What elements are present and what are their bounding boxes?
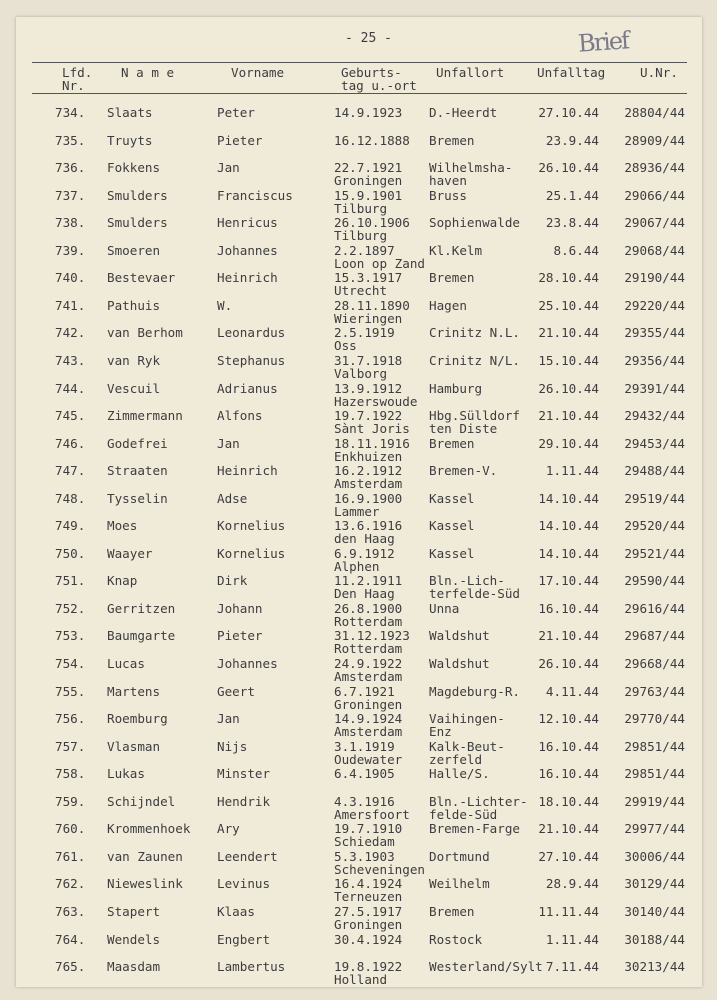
- row-name: Smulders: [107, 215, 168, 231]
- row-accident-place: Hamburg: [429, 380, 483, 396]
- row-name: Roemburg: [107, 711, 168, 727]
- row-vorname: Jan: [217, 435, 240, 451]
- row-vorname: Dirk: [217, 573, 248, 589]
- row-accident-place: haven: [429, 173, 467, 189]
- row-birthplace: Utrecht: [334, 283, 388, 299]
- row-birthplace: Oss: [334, 338, 357, 354]
- row-accident-date: 21.10.44: [538, 628, 599, 644]
- row-u-number: 29519/44: [624, 490, 685, 506]
- row-number: 751.: [55, 573, 86, 589]
- row-accident-date: 15.10.44: [538, 352, 599, 368]
- row-accident-place: Kassel: [429, 518, 475, 534]
- row-birthplace: Den Haag: [334, 586, 395, 602]
- row-accident-date: 23.9.44: [545, 132, 599, 148]
- row-number: 737.: [55, 187, 86, 203]
- row-number: 745.: [55, 408, 86, 424]
- row-number: 736.: [55, 160, 86, 176]
- row-birthplace: Loon op Zand: [334, 255, 425, 271]
- row-birthplace: Hazerswoude: [334, 393, 418, 409]
- row-accident-place: Bremen-Farge: [429, 821, 520, 837]
- row-accident-place: Hbg.Sülldorf: [429, 408, 520, 424]
- row-accident-date: 14.10.44: [538, 518, 599, 534]
- row-u-number: 29977/44: [624, 821, 685, 837]
- row-birthdate: 15.9.1901: [334, 187, 403, 203]
- row-birthdate: 19.7.1922: [334, 408, 403, 424]
- row-birthplace: Tilburg: [334, 228, 388, 244]
- row-accident-place: Bln.-Lichter-: [429, 793, 528, 809]
- header-geburt: Geburts-: [341, 65, 402, 80]
- row-name: Maasdam: [107, 959, 161, 975]
- row-u-number: 29687/44: [624, 628, 685, 644]
- row-birthdate: 15.3.1917: [334, 270, 403, 286]
- row-accident-date: 29.10.44: [538, 435, 599, 451]
- row-birthdate: 13.6.1916: [334, 518, 403, 534]
- row-accident-date: 11.11.44: [538, 903, 599, 919]
- row-birthdate: 24.9.1922: [334, 656, 403, 671]
- row-name: Waayer: [107, 545, 153, 561]
- row-number: 739.: [55, 242, 86, 258]
- row-name: Lukas: [107, 766, 145, 782]
- row-number: 764.: [55, 931, 86, 947]
- row-accident-date: 16.10.44: [538, 766, 599, 782]
- row-u-number: 29851/44: [624, 766, 685, 782]
- row-birthplace: Terneuzen: [334, 889, 403, 905]
- row-number: 735.: [55, 132, 86, 148]
- row-accident-place: Waldshut: [429, 656, 490, 671]
- row-vorname: W.: [217, 297, 233, 313]
- header-geburt-2: tag u.-ort: [341, 78, 417, 93]
- row-accident-place: Bln.-Lich-: [429, 573, 505, 589]
- row-u-number: 29488/44: [624, 463, 685, 479]
- row-name: Wendels: [107, 931, 161, 947]
- row-accident-place: Kassel: [429, 545, 475, 561]
- row-birthplace: Scheveningen: [334, 861, 425, 877]
- row-birthdate: 2.2.1897: [334, 242, 395, 258]
- row-accident-place: Halle/S.: [429, 766, 490, 782]
- row-name: Gerritzen: [107, 600, 176, 616]
- row-u-number: 29521/44: [624, 545, 685, 561]
- row-accident-place: Magdeburg-R.: [429, 683, 520, 699]
- row-accident-date: 12.10.44: [538, 711, 599, 727]
- row-vorname: Johannes: [217, 242, 278, 258]
- row-birthplace: Oudewater: [334, 751, 403, 767]
- row-name: Godefrei: [107, 435, 168, 451]
- row-name: Stapert: [107, 903, 161, 919]
- row-number: 752.: [55, 600, 86, 616]
- page-number: - 25 -: [345, 31, 392, 46]
- row-name: van Berhom: [107, 325, 183, 341]
- row-accident-date: 21.10.44: [538, 821, 599, 837]
- row-birthplace: Tilburg: [334, 200, 388, 216]
- row-u-number: 30188/44: [624, 931, 685, 947]
- row-vorname: Engbert: [217, 931, 271, 947]
- row-vorname: Heinrich: [217, 270, 278, 286]
- row-birthplace: Amsterdam: [334, 669, 403, 684]
- row-accident-place: Rostock: [429, 931, 483, 947]
- row-vorname: Pieter: [217, 628, 263, 644]
- row-number: 747.: [55, 463, 86, 479]
- row-number: 748.: [55, 490, 86, 506]
- row-u-number: 28909/44: [624, 132, 685, 148]
- row-birthplace: Enkhuizen: [334, 448, 403, 464]
- row-u-number: 29066/44: [624, 187, 685, 203]
- row-birthdate: 13.9.1912: [334, 380, 403, 396]
- row-u-number: 28804/44: [624, 105, 685, 120]
- row-name: Moes: [107, 518, 138, 534]
- row-u-number: 30006/44: [624, 848, 685, 864]
- row-accident-date: 27.10.44: [538, 848, 599, 864]
- row-accident-place: Bremen-V.: [429, 463, 498, 479]
- row-vorname: Johann: [217, 600, 263, 616]
- row-vorname: Adrianus: [217, 380, 278, 396]
- row-u-number: 29220/44: [624, 297, 685, 313]
- row-number: 738.: [55, 215, 86, 231]
- row-name: van Zaunen: [107, 848, 183, 864]
- row-accident-date: 26.10.44: [538, 380, 599, 396]
- row-u-number: 29355/44: [624, 325, 685, 341]
- row-number: 757.: [55, 738, 86, 754]
- row-birthdate: 31.7.1918: [334, 352, 403, 368]
- row-birthdate: 30.4.1924: [334, 931, 403, 947]
- row-birthdate: 4.3.1916: [334, 793, 395, 809]
- row-birthdate: 18.11.1916: [334, 435, 410, 451]
- row-vorname: Klaas: [217, 903, 255, 919]
- row-u-number: 29391/44: [624, 380, 685, 396]
- row-accident-date: 27.10.44: [538, 105, 599, 120]
- row-birthplace: Sànt Joris: [334, 421, 410, 437]
- row-number: 754.: [55, 656, 86, 671]
- row-name: Slaats: [107, 105, 153, 120]
- row-birthdate: 28.11.1890: [334, 297, 410, 313]
- row-vorname: Kornelius: [217, 518, 286, 534]
- row-number: 763.: [55, 903, 86, 919]
- row-vorname: Johannes: [217, 656, 278, 671]
- row-vorname: Franciscus: [217, 187, 293, 203]
- row-name: Pathuis: [107, 297, 161, 313]
- row-accident-date: 28.10.44: [538, 270, 599, 286]
- row-birthdate: 11.2.1911: [334, 573, 403, 589]
- row-name: Martens: [107, 683, 161, 699]
- row-accident-place: Wilhelmsha-: [429, 160, 513, 176]
- row-vorname: Hendrik: [217, 793, 271, 809]
- row-vorname: Leendert: [217, 848, 278, 864]
- row-number: 743.: [55, 352, 86, 368]
- row-number: 762.: [55, 876, 86, 892]
- row-birthplace: Groningen: [334, 916, 403, 932]
- row-birthdate: 6.7.1921: [334, 683, 395, 699]
- row-birthdate: 22.7.1921: [334, 160, 403, 176]
- row-accident-date: 16.10.44: [538, 738, 599, 754]
- row-birthdate: 26.10.1906: [334, 215, 410, 231]
- row-u-number: 30213/44: [624, 959, 685, 975]
- row-birthplace: Groningen: [334, 696, 403, 712]
- row-birthdate: 6.9.1912: [334, 545, 395, 561]
- row-accident-place: Bremen: [429, 903, 475, 919]
- row-birthdate: 5.3.1903: [334, 848, 395, 864]
- header-unr: U.Nr.: [640, 65, 678, 80]
- row-birthdate: 16.4.1924: [334, 876, 403, 892]
- row-birthplace: Alphen: [334, 558, 380, 574]
- row-birthplace: Amsterdam: [334, 724, 403, 740]
- row-number: 741.: [55, 297, 86, 313]
- row-accident-date: 21.10.44: [538, 325, 599, 341]
- row-accident-place: felde-Süd: [429, 806, 498, 822]
- header-name: N a m e: [121, 65, 175, 80]
- row-number: 750.: [55, 545, 86, 561]
- header-unfallort: Unfallort: [436, 65, 505, 80]
- row-vorname: Kornelius: [217, 545, 286, 561]
- row-name: Vescuil: [107, 380, 161, 396]
- row-accident-place: zerfeld: [429, 751, 483, 767]
- row-number: 742.: [55, 325, 86, 341]
- row-accident-place: Vaihingen-: [429, 711, 505, 727]
- row-number: 765.: [55, 959, 86, 975]
- row-name: Knap: [107, 573, 138, 589]
- row-accident-place: Dortmund: [429, 848, 490, 864]
- row-number: 734.: [55, 105, 86, 120]
- row-accident-place: Crinitz N/L.: [429, 352, 520, 368]
- header-nr: Lfd.: [62, 65, 93, 80]
- row-number: 753.: [55, 628, 86, 644]
- row-name: Krommenhoek: [107, 821, 191, 837]
- row-u-number: 30140/44: [624, 903, 685, 919]
- row-birthplace: Valborg: [334, 365, 388, 381]
- row-birthdate: 31.12.1923: [334, 628, 410, 644]
- row-vorname: Pieter: [217, 132, 263, 148]
- row-number: 746.: [55, 435, 86, 451]
- row-name: Zimmermann: [107, 408, 183, 424]
- row-birthdate: 16.9.1900: [334, 490, 403, 506]
- row-accident-place: ten Diste: [429, 421, 498, 437]
- row-accident-place: Weilhelm: [429, 876, 490, 892]
- row-u-number: 29616/44: [624, 600, 685, 616]
- row-u-number: 28936/44: [624, 160, 685, 176]
- row-vorname: Peter: [217, 105, 255, 120]
- row-name: Lucas: [107, 656, 145, 671]
- row-name: Bestevaer: [107, 270, 176, 286]
- handwritten-stamp: Brief: [577, 26, 629, 58]
- row-birthplace: Rotterdam: [334, 613, 403, 629]
- row-accident-place: Waldshut: [429, 628, 490, 644]
- row-birthdate: 19.8.1922: [334, 959, 403, 975]
- row-accident-date: 7.11.44: [545, 959, 599, 975]
- row-number: 755.: [55, 683, 86, 699]
- row-accident-date: 26.10.44: [538, 656, 599, 671]
- row-name: Straaten: [107, 463, 168, 479]
- row-number: 744.: [55, 380, 86, 396]
- row-birthdate: 27.5.1917: [334, 903, 403, 919]
- row-accident-date: 28.9.44: [545, 876, 599, 892]
- row-accident-date: 14.10.44: [538, 545, 599, 561]
- row-accident-place: Enz: [429, 724, 452, 740]
- row-accident-date: 16.10.44: [538, 600, 599, 616]
- row-u-number: 29763/44: [624, 683, 685, 699]
- row-name: Smoeren: [107, 242, 161, 258]
- row-name: Smulders: [107, 187, 168, 203]
- row-accident-date: 25.1.44: [545, 187, 599, 203]
- row-number: 760.: [55, 821, 86, 837]
- row-number: 749.: [55, 518, 86, 534]
- row-u-number: 29453/44: [624, 435, 685, 451]
- row-accident-date: 18.10.44: [538, 793, 599, 809]
- row-accident-date: 4.11.44: [545, 683, 599, 699]
- row-vorname: Levinus: [217, 876, 271, 892]
- row-birthdate: 26.8.1900: [334, 600, 403, 616]
- row-accident-place: Hagen: [429, 297, 467, 313]
- row-accident-place: Sophienwalde: [429, 215, 520, 231]
- row-u-number: 29520/44: [624, 518, 685, 534]
- row-birthdate: 16.2.1912: [334, 463, 403, 479]
- row-u-number: 29067/44: [624, 215, 685, 231]
- row-vorname: Jan: [217, 711, 240, 727]
- row-number: 756.: [55, 711, 86, 727]
- row-birthplace: Wieringen: [334, 310, 403, 326]
- row-vorname: Leonardus: [217, 325, 286, 341]
- row-accident-date: 25.10.44: [538, 297, 599, 313]
- row-u-number: 29851/44: [624, 738, 685, 754]
- row-birthdate: 19.7.1910: [334, 821, 403, 837]
- row-birthdate: 14.9.1924: [334, 711, 403, 727]
- row-accident-place: terfelde-Süd: [429, 586, 520, 602]
- row-accident-place: Unna: [429, 600, 460, 616]
- row-accident-place: Kassel: [429, 490, 475, 506]
- row-accident-date: 8.6.44: [553, 242, 599, 258]
- row-vorname: Alfons: [217, 408, 263, 424]
- row-vorname: Heinrich: [217, 463, 278, 479]
- row-name: Truyts: [107, 132, 153, 148]
- row-u-number: 29068/44: [624, 242, 685, 258]
- row-name: van Ryk: [107, 352, 161, 368]
- row-birthplace: Amsterdam: [334, 476, 403, 492]
- row-birthplace: den Haag: [334, 531, 395, 547]
- row-u-number: 30129/44: [624, 876, 685, 892]
- row-accident-date: 21.10.44: [538, 408, 599, 424]
- row-u-number: 29190/44: [624, 270, 685, 286]
- row-name: Baumgarte: [107, 628, 176, 644]
- row-birthplace: Groningen: [334, 173, 403, 189]
- row-accident-place: Bremen: [429, 435, 475, 451]
- row-vorname: Stephanus: [217, 352, 286, 368]
- row-u-number: 29356/44: [624, 352, 685, 368]
- row-vorname: Jan: [217, 160, 240, 176]
- row-accident-date: 1.11.44: [545, 463, 599, 479]
- row-birthdate: 2.5.1919: [334, 325, 395, 341]
- row-vorname: Adse: [217, 490, 248, 506]
- row-accident-date: 17.10.44: [538, 573, 599, 589]
- row-vorname: Minster: [217, 766, 271, 782]
- row-vorname: Ary: [217, 821, 240, 837]
- row-u-number: 29919/44: [624, 793, 685, 809]
- row-accident-date: 26.10.44: [538, 160, 599, 176]
- row-u-number: 29432/44: [624, 408, 685, 424]
- row-u-number: 29770/44: [624, 711, 685, 727]
- row-vorname: Henricus: [217, 215, 278, 231]
- row-accident-date: 14.10.44: [538, 490, 599, 506]
- row-u-number: 29668/44: [624, 656, 685, 671]
- row-birthplace: Schiedam: [334, 834, 395, 850]
- row-name: Vlasman: [107, 738, 161, 754]
- row-vorname: Geert: [217, 683, 255, 699]
- row-birthplace: Rotterdam: [334, 641, 403, 657]
- row-accident-place: Bruss: [429, 187, 467, 203]
- row-accident-place: D.-Heerdt: [429, 105, 498, 120]
- header-vorname: Vorname: [231, 65, 285, 80]
- header-nr-2: Nr.: [62, 78, 85, 93]
- row-birthdate: 14.9.1923: [334, 105, 403, 120]
- header-rule-bottom: [32, 93, 687, 94]
- header-unfalltag: Unfalltag: [537, 65, 606, 80]
- row-accident-date: 1.11.44: [545, 931, 599, 947]
- row-accident-place: Kalk-Beut-: [429, 738, 505, 754]
- row-accident-place: Crinitz N.L.: [429, 325, 520, 341]
- row-birthplace: Holland: [334, 972, 388, 988]
- row-number: 761.: [55, 848, 86, 864]
- header-rule-top: [32, 62, 687, 63]
- row-number: 758.: [55, 766, 86, 782]
- row-name: Nieweslink: [107, 876, 183, 892]
- row-number: 740.: [55, 270, 86, 286]
- row-birthdate: 16.12.1888: [334, 132, 410, 148]
- row-accident-place: Bremen: [429, 270, 475, 286]
- row-vorname: Lambertus: [217, 959, 286, 975]
- row-birthplace: Amersfoort: [334, 806, 410, 822]
- row-accident-date: 23.8.44: [545, 215, 599, 231]
- row-accident-place: Kl.Kelm: [429, 242, 483, 258]
- row-u-number: 29590/44: [624, 573, 685, 589]
- row-number: 759.: [55, 793, 86, 809]
- row-birthdate: 3.1.1919: [334, 738, 395, 754]
- row-name: Tysselin: [107, 490, 168, 506]
- row-birthplace: Lammer: [334, 503, 380, 519]
- row-accident-place: Bremen: [429, 132, 475, 148]
- row-accident-place: Westerland/Sylt: [429, 959, 543, 975]
- row-name: Schijndel: [107, 793, 176, 809]
- row-birthdate: 6.4.1905: [334, 766, 395, 782]
- row-vorname: Nijs: [217, 738, 248, 754]
- row-name: Fokkens: [107, 160, 161, 176]
